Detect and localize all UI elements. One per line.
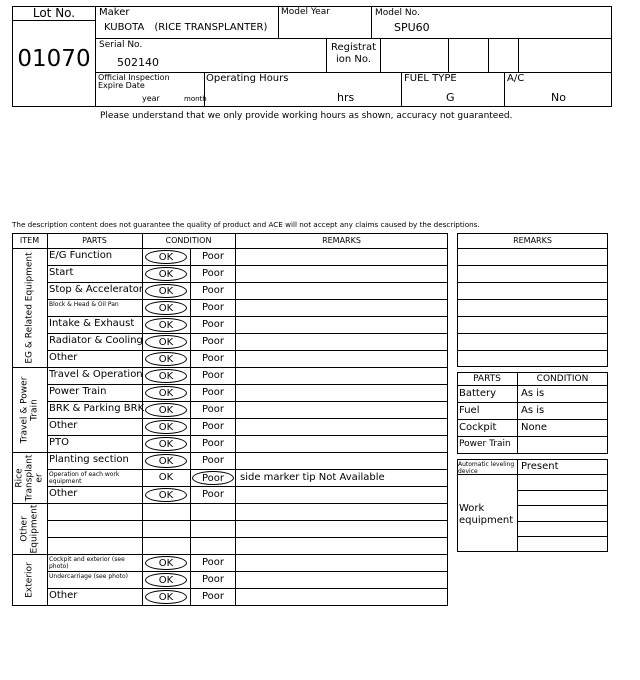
section-label: Rice Transplant er [14, 454, 45, 501]
serial-value: 502140 [117, 56, 159, 69]
part-label: Planting section [49, 454, 129, 465]
fuel-label: FUEL TYPE [404, 73, 457, 84]
condition-poor: Poor [201, 353, 225, 364]
side-part-label: Power Train [459, 439, 511, 449]
condition-poor: Poor [201, 438, 225, 449]
side-part-label: Cockpit [459, 422, 497, 433]
divider [47, 452, 448, 453]
condition-ok: OK [145, 250, 187, 264]
condition-ok: OK [145, 590, 187, 604]
divider [47, 316, 448, 317]
condition-poor: Poor [201, 574, 225, 585]
condition-poor: Poor [201, 421, 225, 432]
condition-ok: OK [145, 556, 187, 570]
divider [95, 72, 612, 73]
divider [47, 571, 448, 572]
part-label: Block & Head & Oil Pan [49, 301, 119, 308]
divider [380, 38, 381, 72]
divider [504, 72, 505, 107]
col-item-header: ITEM [19, 236, 40, 245]
condition-ok: OK [145, 301, 187, 315]
side-remarks-frame [457, 233, 608, 367]
divider [457, 248, 608, 249]
divider [47, 418, 448, 419]
divider [457, 350, 608, 351]
hours-note: Please understand that we only provide working hours as shown, accuracy not guaranteed. [100, 111, 513, 121]
part-label: Stop & Accelerator [49, 284, 144, 295]
divider [95, 38, 612, 39]
part-label: BRK & Parking BRK [49, 403, 145, 414]
condition-ok: OK [145, 335, 187, 349]
condition-ok: OK [145, 267, 187, 281]
part-label: Other [49, 352, 78, 363]
divider [47, 520, 448, 521]
side-part-condition: As is [521, 405, 545, 416]
section-label: Other Equipment [19, 504, 40, 553]
model-no-value: SPU60 [394, 21, 430, 34]
divider [457, 333, 608, 334]
condition-ok: OK [145, 573, 187, 587]
condition-ok: OK [145, 437, 187, 451]
divider [457, 436, 608, 437]
divider [190, 248, 191, 606]
condition-ok: OK [145, 369, 187, 383]
divider [457, 316, 608, 317]
divider [517, 521, 608, 522]
side-parts-header: PARTS [473, 374, 501, 384]
divider [47, 469, 448, 470]
lot-no-label: Lot No. [32, 6, 76, 20]
inspection-label-1: Official Inspection [98, 73, 170, 82]
part-label: Cockpit and exterior (see photo) [49, 556, 125, 570]
condition-ok: OK [158, 472, 174, 483]
condition-poor: Poor [201, 319, 225, 330]
auto-leveling-value: Present [521, 461, 559, 472]
divider [47, 367, 448, 368]
side-part-condition: As is [521, 388, 545, 399]
side-part-label: Battery [459, 388, 497, 399]
remark-text: side marker tip Not Available [240, 472, 385, 483]
divider [12, 248, 448, 249]
condition-poor: Poor [201, 285, 225, 296]
condition-poor: Poor [201, 455, 225, 466]
condition-ok: OK [145, 403, 187, 417]
fuel-value: G [446, 91, 455, 104]
divider [47, 401, 448, 402]
ac-label: A/C [507, 73, 525, 84]
divider [517, 505, 608, 506]
work-equipment-label: Work equipment [459, 503, 514, 526]
part-label: Intake & Exhaust [49, 318, 135, 329]
condition-poor: Poor [201, 336, 225, 347]
section-label: EG & Related Equipment [24, 251, 35, 364]
condition-ok: OK [145, 318, 187, 332]
divider [47, 588, 448, 589]
hours-label: Operating Hours [206, 73, 289, 84]
condition-ok: OK [145, 284, 187, 298]
condition-poor: Poor [201, 404, 225, 415]
part-label: PTO [49, 437, 70, 448]
divider [47, 233, 48, 606]
divider [371, 6, 372, 39]
condition-poor: Poor [201, 591, 225, 602]
month-label: month [184, 95, 207, 103]
col-parts-header: PARTS [82, 236, 107, 245]
inspection-label-2: Expire Date [98, 81, 145, 90]
part-label: Radiator & Cooling [49, 335, 143, 346]
divider [488, 38, 489, 72]
part-label: Undercarriage (see photo) [49, 573, 128, 580]
side-condition-header: CONDITION [536, 374, 589, 384]
part-label: Operation of each work equipment [49, 471, 120, 485]
condition-poor: Poor [192, 471, 234, 485]
condition-ok: OK [145, 386, 187, 400]
divider [47, 537, 448, 538]
ac-value: No [551, 91, 566, 104]
col-remarks-header: REMARKS [322, 236, 361, 245]
part-label: Other [49, 420, 78, 431]
divider [278, 6, 279, 39]
side-part-label: Fuel [459, 405, 480, 416]
divider [47, 350, 448, 351]
auto-leveling-label: Automatic leveling device [458, 461, 515, 475]
hours-unit: hrs [337, 91, 355, 104]
divider [448, 38, 449, 72]
section-label: Travel & Power Train [19, 376, 40, 443]
divider [12, 20, 96, 21]
condition-poor: Poor [201, 387, 225, 398]
divider [401, 72, 402, 107]
condition-poor: Poor [201, 268, 225, 279]
maker-label: Maker [99, 7, 130, 18]
divider [457, 282, 608, 283]
divider [517, 536, 608, 537]
condition-poor: Poor [201, 489, 225, 500]
part-label: Start [49, 267, 74, 278]
part-label: E/G Function [49, 250, 113, 261]
condition-ok: OK [145, 420, 187, 434]
divider [457, 265, 608, 266]
divider [47, 503, 448, 504]
condition-poor: Poor [201, 557, 225, 568]
condition-ok: OK [145, 454, 187, 468]
part-label: Other [49, 590, 78, 601]
serial-label: Serial No. [99, 40, 143, 50]
divider [47, 265, 448, 266]
registration-label: Registrat ion No. [330, 42, 377, 65]
part-label: Power Train [49, 386, 107, 397]
divider [47, 435, 448, 436]
divider [47, 384, 448, 385]
condition-poor: Poor [201, 251, 225, 262]
divider [517, 490, 608, 491]
model-year-label: Model Year [281, 7, 330, 17]
divider [518, 38, 519, 72]
divider [457, 299, 608, 300]
divider [517, 372, 518, 454]
condition-poor: Poor [201, 370, 225, 381]
divider [47, 554, 448, 555]
divider [457, 385, 608, 386]
divider [47, 299, 448, 300]
lot-no: 01070 [17, 46, 91, 72]
condition-ok: OK [145, 488, 187, 502]
divider [47, 333, 448, 334]
col-condition-header: CONDITION [165, 236, 212, 245]
part-label: Other [49, 488, 78, 499]
disclaimer: The description content does not guarantee the quality of product and ACE will not accept any claims caused by the descriptions. [12, 220, 480, 229]
divider [235, 233, 236, 606]
section-label: Exterior [24, 561, 35, 598]
condition-ok: OK [145, 352, 187, 366]
condition-poor: Poor [201, 302, 225, 313]
divider [457, 402, 608, 403]
year-label: year [142, 94, 160, 103]
side-part-condition: None [521, 422, 548, 433]
part-label: Travel & Operation [49, 369, 143, 380]
maker-value: KUBOTA (RICE TRANSPLANTER) [104, 22, 268, 33]
model-no-label: Model No. [375, 8, 420, 18]
divider [47, 282, 448, 283]
divider [47, 486, 448, 487]
side-remarks-header: REMARKS [513, 236, 552, 245]
divider [457, 419, 608, 420]
